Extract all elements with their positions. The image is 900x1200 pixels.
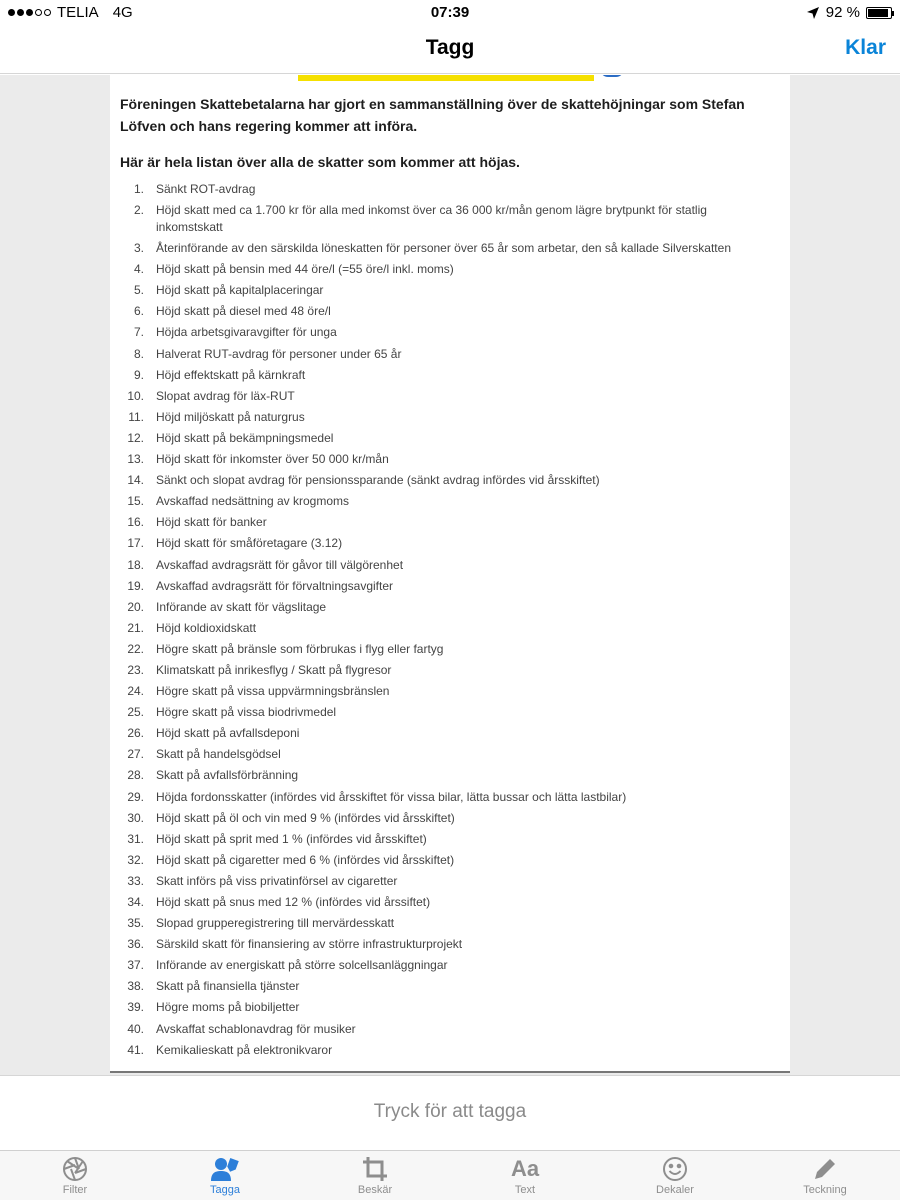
tax-item-number: 19. <box>127 578 144 593</box>
battery-percent: 92 % <box>825 4 860 21</box>
tax-item-text: Höjd skatt för inkomster över 50 000 kr/mån <box>156 452 389 467</box>
battery-level-fill <box>868 9 888 17</box>
tax-item-number: 28. <box>127 768 144 783</box>
tax-item-text: Höjd skatt för småföretagare (3.12) <box>156 536 343 551</box>
tax-item-text: Avskaffad avdragsrätt för gåvor till välgörenhet <box>156 557 404 572</box>
tax-item-number: 21. <box>127 620 144 635</box>
tax-item-number: 4. <box>133 262 144 277</box>
tax-list-item <box>110 662 790 683</box>
tag-prompt-text[interactable]: Tryck för att tagga <box>373 1101 527 1122</box>
tax-item-number: 8. <box>133 346 144 361</box>
tab-label: Beskär <box>357 1184 393 1196</box>
tax-list-item <box>110 493 790 514</box>
tax-list-item <box>110 1021 790 1042</box>
tax-item-text: Höjd skatt på avfallsdeponi <box>156 726 300 741</box>
tax-list-item <box>110 388 790 409</box>
yellow-banner-graphic <box>298 75 594 81</box>
tax-item-text: Höjd skatt på bekämpningsmedel <box>156 430 334 445</box>
tax-item-number: 39. <box>127 1000 144 1015</box>
tax-list <box>110 181 790 1063</box>
tax-item-text: Sänkt och slopat avdrag för pensionssparande (sänkt avdrag infördes vid årsskiftet) <box>156 473 600 488</box>
tax-list-item <box>110 240 790 261</box>
text-aa-icon: Aa <box>510 1156 540 1181</box>
tax-item-text: Skatt på avfallsförbränning <box>156 768 299 783</box>
tax-item-text: Avskaffad avdragsrätt för förvaltningsavgifter <box>156 578 394 593</box>
tax-item-number: 5. <box>133 283 144 298</box>
tax-item-number: 12. <box>127 430 144 445</box>
tax-item-text: Höjd skatt för banker <box>156 515 267 530</box>
tax-item-number: 32. <box>127 852 144 867</box>
tax-item-text: Slopat avdrag för läx-RUT <box>156 388 295 403</box>
tax-list-item <box>110 430 790 451</box>
tax-list-item <box>110 181 790 202</box>
tax-item-text: Höjd skatt på cigaretter med 6 % (infördes vid årsskiftet) <box>156 852 455 867</box>
location-arrow-icon <box>806 6 820 20</box>
tab-label: Text <box>514 1184 536 1196</box>
tax-item-number: 20. <box>127 599 144 614</box>
tax-item-number: 6. <box>133 304 144 319</box>
tax-item-number: 41. <box>127 1042 144 1057</box>
tax-list-item <box>110 683 790 704</box>
tab-label: Dekaler <box>656 1184 694 1196</box>
tax-item-text: Höjd skatt på diesel med 48 öre/l <box>156 304 331 319</box>
tax-item-text: Slopad grupperegistrering till mervärdesskatt <box>156 916 395 931</box>
tax-item-text: Halverat RUT-avdrag för personer under 65 år <box>156 346 402 361</box>
tab-bar <box>0 1150 900 1200</box>
banner-logo-graphic <box>600 75 624 77</box>
status-right <box>806 4 892 21</box>
tax-list-item <box>110 202 790 240</box>
tax-list-item <box>110 999 790 1020</box>
tax-list-item <box>110 409 790 430</box>
tax-item-number: 27. <box>127 747 144 762</box>
tab-teckning[interactable] <box>750 1151 900 1200</box>
tax-item-text: Klimatskatt på inrikesflyg / Skatt på flygresor <box>156 662 392 677</box>
tab-label: Teckning <box>803 1184 847 1196</box>
tax-list-item <box>110 894 790 915</box>
tax-item-text: Särskild skatt för finansiering av större infrastrukturprojekt <box>156 937 463 952</box>
tax-item-text: Avskaffad nedsättning av krogmoms <box>156 494 349 509</box>
tax-item-text: Högre moms på biobiljetter <box>156 1000 300 1015</box>
tax-list-item <box>110 514 790 535</box>
tax-item-number: 33. <box>127 873 144 888</box>
tax-item-number: 36. <box>127 937 144 952</box>
tax-list-item <box>110 324 790 345</box>
tax-item-text: Högre skatt på vissa biodrivmedel <box>156 705 337 720</box>
tax-item-text: Höjd koldioxidskatt <box>156 620 257 635</box>
tax-item-text: Avskaffat schablonavdrag för musiker <box>156 1021 356 1036</box>
pencil-icon <box>812 1155 838 1183</box>
tax-list-item <box>110 957 790 978</box>
tax-item-number: 34. <box>127 895 144 909</box>
tax-list-item <box>110 261 790 282</box>
tax-item-number: 29. <box>127 789 144 804</box>
status-time: 07:39 <box>430 4 470 21</box>
tax-item-text: Högre skatt på bränsle som förbrukas i flyg eller fartyg <box>156 641 444 656</box>
tax-list-item <box>110 1042 790 1063</box>
tax-item-text: Höjd skatt med ca 1.700 kr för alla med inkomst över ca 36 000 kr/mån genom lägre brytpunkt för statlig inkomstskatt <box>156 203 707 235</box>
tax-item-number: 16. <box>127 515 144 530</box>
tab-filter[interactable] <box>0 1151 150 1200</box>
tax-item-number: 14. <box>127 473 144 488</box>
done-button[interactable]: Klar <box>845 36 886 59</box>
aperture-icon <box>62 1155 88 1183</box>
tax-item-text: Höjd skatt på bensin med 44 öre/l (=55 öre/l inkl. moms) <box>156 262 454 277</box>
tax-item-text: Höjd skatt på kapitalplaceringar <box>156 283 324 298</box>
document-divider <box>110 1071 790 1073</box>
tax-list-item <box>110 915 790 936</box>
document-heading: Här är hela listan över alla de skatter som kommer att höjas. <box>120 154 520 170</box>
tax-item-text: Höjd skatt på sprit med 1 % (infördes vid årsskiftet) <box>156 831 427 846</box>
tax-list-item <box>110 831 790 852</box>
page-title: Tagg <box>425 36 475 59</box>
tax-list-item <box>110 578 790 599</box>
tax-item-text: Införande av skatt för vägslitage <box>156 599 327 614</box>
tax-list-item <box>110 810 790 831</box>
tax-list-item <box>110 557 790 578</box>
tax-list-item <box>110 725 790 746</box>
tax-list-item <box>110 746 790 767</box>
tax-list-item <box>110 367 790 388</box>
network-type: 4G <box>112 4 133 21</box>
status-bar <box>0 0 900 26</box>
tax-item-text: Kemikalieskatt på elektronikvaror <box>156 1042 333 1057</box>
tax-item-text: Skatt på finansiella tjänster <box>156 979 300 994</box>
tax-item-text: Införande av energiskatt på större solcellsanläggningar <box>156 958 448 973</box>
tax-item-number: 15. <box>127 494 144 509</box>
tax-list-item <box>110 936 790 957</box>
battery-icon <box>866 7 892 19</box>
tax-list-item <box>110 282 790 303</box>
tax-list-item <box>110 704 790 725</box>
tax-item-number: 38. <box>127 979 144 994</box>
tax-item-text: Höjd skatt på öl och vin med 9 % (infördes vid årsskiftet) <box>156 810 455 825</box>
tax-item-text: Återinförande av den särskilda löneskatten för personer över 65 år som arbetar, den så kallade Silverskatten <box>156 241 731 256</box>
tax-item-number: 3. <box>133 241 144 256</box>
tax-list-item <box>110 789 790 810</box>
tax-item-number: 9. <box>133 367 144 382</box>
tax-item-text: Höjd skatt på snus med 12 % (infördes vid årssiftet) <box>156 895 431 909</box>
tag-prompt-area[interactable] <box>0 1075 900 1150</box>
carrier-name: TELIA <box>57 4 99 21</box>
tax-item-number: 17. <box>127 536 144 551</box>
photo-canvas[interactable] <box>0 75 900 1075</box>
tax-list-item <box>110 535 790 556</box>
tax-list-item <box>110 641 790 662</box>
tab-beskar[interactable] <box>300 1151 450 1200</box>
tax-item-text: Högre skatt på vissa uppvärmningsbränslen <box>156 684 390 699</box>
tax-item-number: 25. <box>127 705 144 720</box>
document-page <box>110 75 790 1073</box>
tab-text[interactable] <box>450 1151 600 1200</box>
tab-dekaler[interactable] <box>600 1151 750 1200</box>
tax-item-text: Skatt införs på viss privatinförsel av cigaretter <box>156 873 398 888</box>
tax-item-number: 7. <box>133 325 144 340</box>
document-intro: Föreningen Skattebetalarna har gjort en sammanställning över de skattehöjningar som Stefan Löfven och hans regering kommer att införa. <box>120 96 745 134</box>
tag-person-icon <box>211 1155 239 1183</box>
tax-item-text: Höjd effektskatt på kärnkraft <box>156 367 306 382</box>
tax-item-number: 2. <box>133 203 144 218</box>
tax-item-number: 40. <box>127 1021 144 1036</box>
tax-item-number: 31. <box>127 831 144 846</box>
crop-icon <box>362 1155 388 1183</box>
tax-item-text: Skatt på handelsgödsel <box>156 747 281 762</box>
tax-list-item <box>110 852 790 873</box>
tax-item-number: 11. <box>128 409 144 424</box>
tax-item-number: 10. <box>127 388 144 403</box>
tax-item-number: 18. <box>127 557 144 572</box>
tax-item-text: Höjda fordonsskatter (infördes vid årsskiftet för vissa bilar, lätta bussar och lätta lastbilar) <box>156 789 627 804</box>
tab-tagga[interactable] <box>150 1151 300 1200</box>
tax-list-item <box>110 767 790 788</box>
tax-list-item <box>110 451 790 472</box>
tax-item-number: 35. <box>127 916 144 931</box>
tax-list-item <box>110 472 790 493</box>
tax-item-text: Sänkt ROT-avdrag <box>156 182 256 196</box>
tax-item-number: 24. <box>127 684 144 699</box>
tab-label: Filter <box>62 1184 88 1196</box>
tax-item-number: 30. <box>127 810 144 825</box>
tax-list-item <box>110 873 790 894</box>
tax-item-number: 23. <box>127 662 144 677</box>
tax-list-item <box>110 303 790 324</box>
tax-list-item <box>110 346 790 367</box>
tab-label: Tagga <box>210 1184 240 1196</box>
tax-item-number: 13. <box>127 452 144 467</box>
tax-list-item <box>110 620 790 641</box>
smiley-icon <box>662 1155 688 1183</box>
tax-list-item <box>110 978 790 999</box>
tax-item-number: 22. <box>127 641 144 656</box>
tax-item-number: 26. <box>127 726 144 741</box>
navigation-bar <box>0 26 900 74</box>
tax-item-text: Höjd miljöskatt på naturgrus <box>156 409 305 424</box>
tax-item-text: Höjda arbetsgivaravgifter för unga <box>156 325 337 340</box>
tax-list-item <box>110 599 790 620</box>
tax-item-number: 37. <box>127 958 144 973</box>
tax-item-number: 1. <box>133 182 144 196</box>
